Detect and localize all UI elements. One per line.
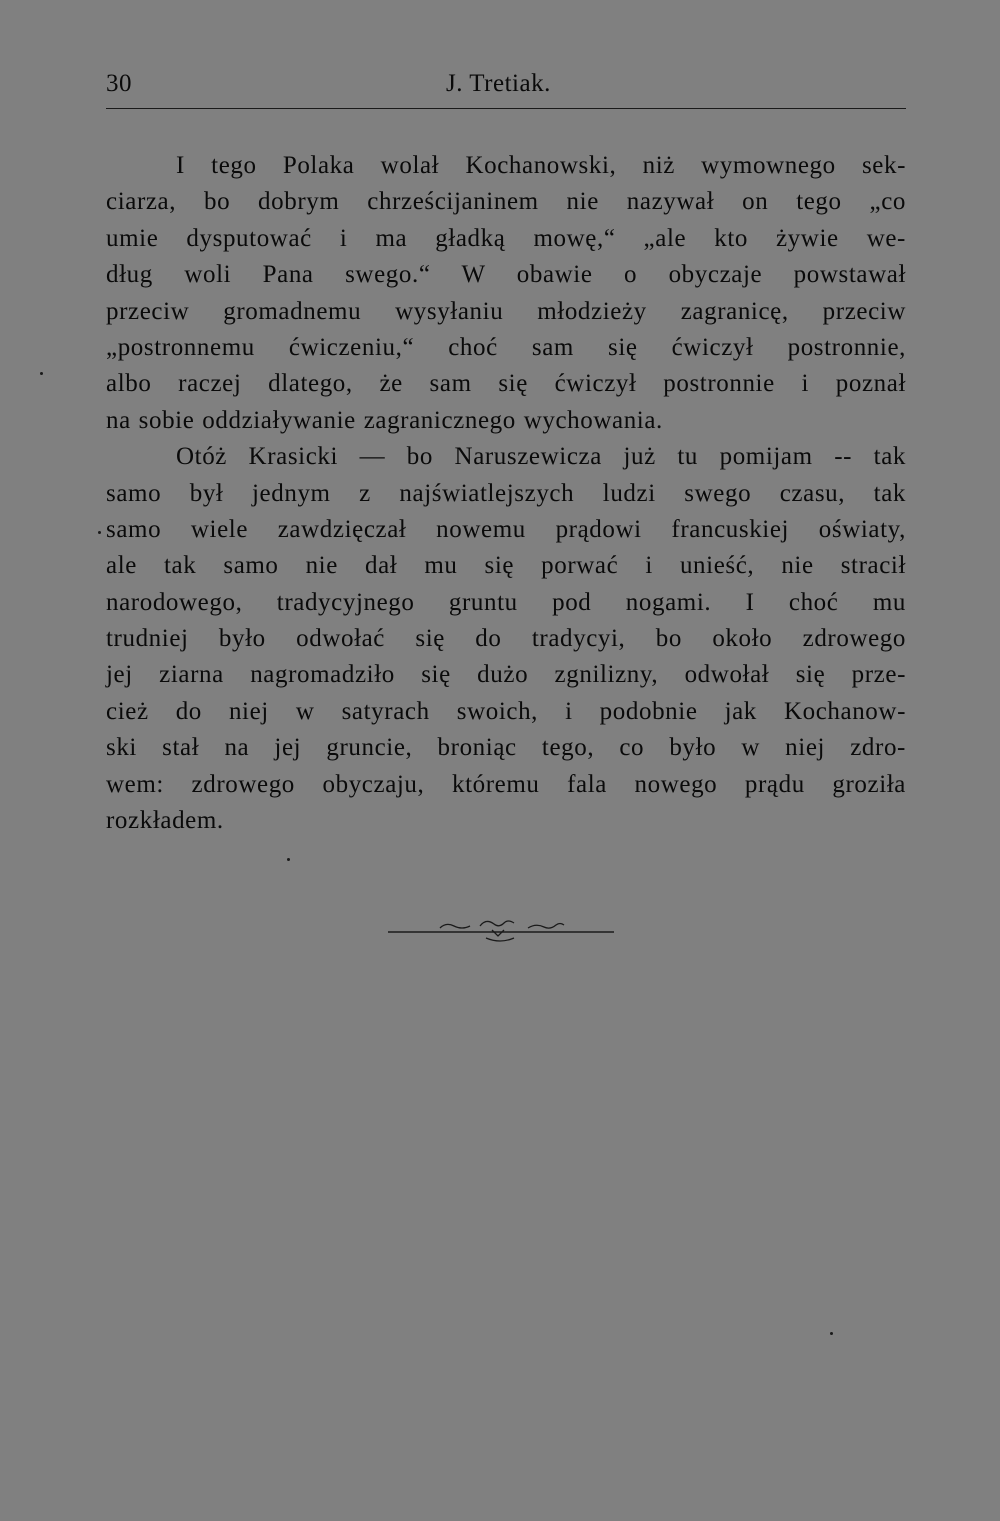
text-line: albo raczej dlatego, że sam się ćwiczył postronnie i poznał [106, 370, 906, 398]
text-line: dług woli Pana swego.“ W obawie o obyczaje powstawał [106, 261, 906, 289]
text-line: ski stał na jej gruncie, broniąc tego, co było w niej zdro- [106, 734, 906, 762]
text-line: samo był jednym z najświatlejszych ludzi swego czasu, tak [106, 479, 906, 507]
paper-speck [40, 372, 43, 375]
text-line: na sobie oddziaływanie zagranicznego wychowania. [106, 406, 663, 434]
tailpiece-ornament-icon [388, 914, 614, 944]
text-line: narodowego, tradycyjnego gruntu pod nogami. I choć mu [106, 588, 906, 616]
text-line: przeciw gromadnemu wysyłaniu młodzieży zagranicę, przeciw [106, 297, 906, 325]
paper-speck [830, 1332, 833, 1335]
text-line: umie dysputować i ma gładką mowę,“ „ale kto żywie we- [106, 224, 906, 252]
text-line: rozkładem. [106, 807, 224, 835]
header-rule [106, 108, 906, 109]
text-line: ale tak samo nie dał mu się porwać i unieść, nie stracił [106, 552, 906, 580]
running-head-author: J. Tretiak. [446, 70, 551, 97]
text-line: ciarza, bo dobrym chrześcijaninem nie nazywał on tego „co [106, 188, 906, 216]
text-line: samo wiele zawdzięczał nowemu prądowi francuskiej oświaty, [106, 515, 906, 543]
text-line: wem: zdrowego obyczaju, któremu fala nowego prądu groziła [106, 770, 906, 798]
text-line: cież do niej w satyrach swoich, i podobnie jak Kochanow- [106, 697, 906, 725]
text-line: trudniej było odwołać się do tradycyi, bo około zdrowego [106, 625, 906, 653]
running-head [106, 70, 906, 106]
paper-speck [98, 531, 101, 534]
text-line: I tego Polaka wolał Kochanowski, niż wymownego sek- [176, 152, 906, 179]
text-line: jej ziarna nagromadziło się dużo zgnilizny, odwołał się prze- [106, 661, 906, 689]
text-line: Otóż Krasicki — bo Naruszewicza już tu pomijam -- tak [176, 443, 906, 471]
text-line: „postronnemu ćwiczeniu,“ choć sam się ćwiczył postronnie, [106, 333, 906, 361]
paper-speck [287, 858, 290, 861]
body-text [106, 148, 906, 839]
page-number: 30 [106, 70, 132, 97]
